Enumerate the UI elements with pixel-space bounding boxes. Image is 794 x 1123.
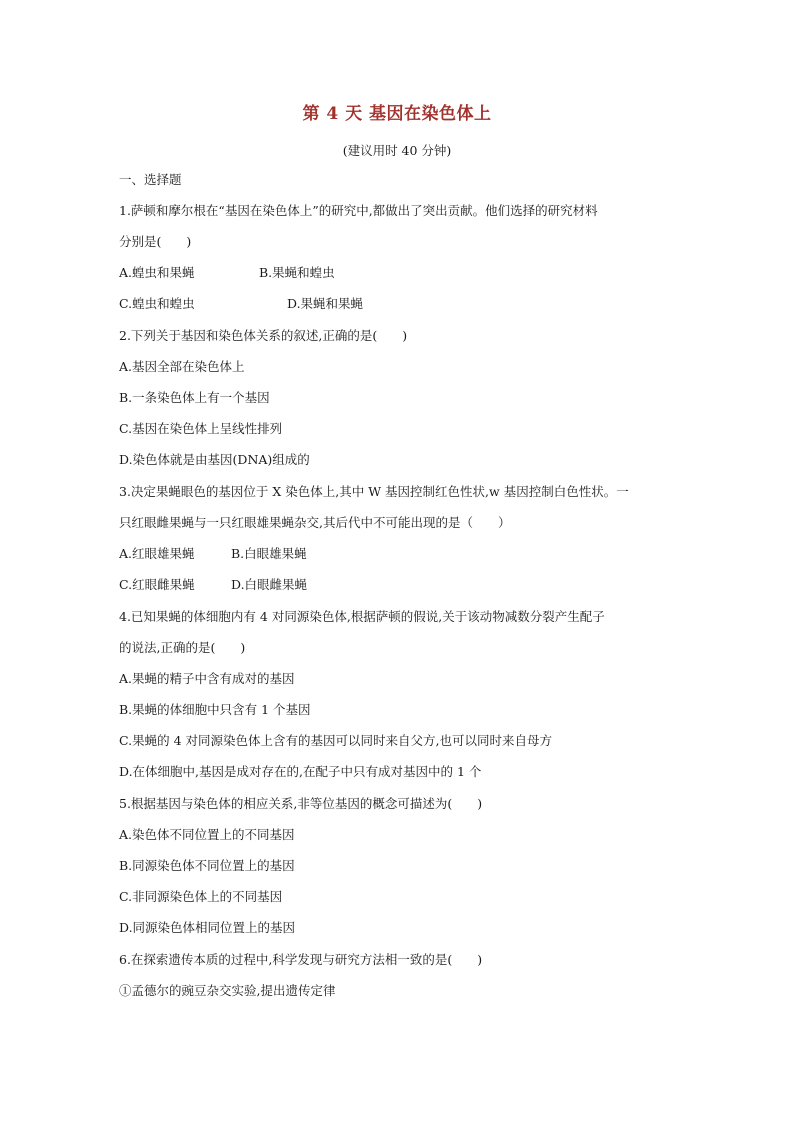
question-5-option-a: A.染色体不同位置上的不同基因	[119, 827, 295, 842]
question-5-stem: 5.根据基因与染色体的相应关系,非等位基因的概念可描述为( )	[119, 796, 483, 811]
question-5-option-d: D.同源染色体相同位置上的基因	[119, 920, 296, 935]
question-3-option-b: B.白眼雄果蝇	[231, 546, 307, 561]
question-1-stem: 1.萨顿和摩尔根在“基因在染色体上”的研究中,都做出了突出贡献。他们选择的研究材料	[119, 203, 598, 218]
question-3-option-c: C.红眼雌果蝇	[119, 577, 195, 592]
question-4-option-c: C.果蝇的 4 对同源染色体上含有的基因可以同时来自父方,也可以同时来自母方	[119, 733, 552, 748]
question-2-stem: 2.下列关于基因和染色体关系的叙述,正确的是( )	[119, 328, 408, 343]
question-6-stem: 6.在探索遗传本质的过程中,科学发现与研究方法相一致的是( )	[119, 952, 483, 967]
page-title: 第 4 天 基因在染色体上	[302, 104, 492, 124]
question-2-option-c: C.基因在染色体上呈线性排列	[119, 421, 283, 436]
question-3-stem-cont: 只红眼雌果蝇与一只红眼雄果蝇杂交,其后代中不可能出现的是（ ）	[119, 515, 511, 530]
question-3-option-d: D.白眼雌果蝇	[231, 577, 308, 592]
question-4-stem-cont: 的说法,正确的是( )	[119, 640, 246, 655]
question-5-option-c: C.非同源染色体上的不同基因	[119, 889, 283, 904]
question-4-option-d: D.在体细胞中,基因是成对存在的,在配子中只有成对基因中的 1 个	[119, 764, 482, 779]
question-1-option-b: B.果蝇和蝗虫	[259, 265, 335, 280]
question-1-option-c: C.蝗虫和蝗虫	[119, 296, 195, 311]
question-1-option-a: A.蝗虫和果蝇	[119, 265, 195, 280]
question-4-option-a: A.果蝇的精子中含有成对的基因	[119, 671, 295, 686]
question-2-option-a: A.基因全部在染色体上	[119, 359, 245, 374]
question-1-option-d: D.果蝇和果蝇	[287, 296, 364, 311]
page-subtitle: (建议用时 40 分钟)	[342, 143, 452, 158]
question-3-stem: 3.决定果蝇眼色的基因位于 X 染色体上,其中 W 基因控制红色性状,w 基因控制白色性状。一	[119, 484, 629, 499]
question-5-option-b: B.同源染色体不同位置上的基因	[119, 858, 295, 873]
question-4-stem: 4.已知果蝇的体细胞内有 4 对同源染色体,根据萨顿的假说,关于该动物减数分裂产生配子	[119, 609, 605, 624]
question-1-stem-cont: 分别是( )	[119, 234, 192, 249]
question-3-option-a: A.红眼雄果蝇	[119, 546, 195, 561]
section-heading: 一、选择题	[119, 172, 182, 187]
question-4-option-b: B.果蝇的体细胞中只含有 1 个基因	[119, 702, 311, 717]
question-2-option-d: D.染色体就是由基因(DNA)组成的	[119, 452, 310, 467]
question-6-item-1: ①孟德尔的豌豆杂交实验,提出遗传定律	[119, 983, 336, 998]
question-2-option-b: B.一条染色体上有一个基因	[119, 390, 270, 405]
